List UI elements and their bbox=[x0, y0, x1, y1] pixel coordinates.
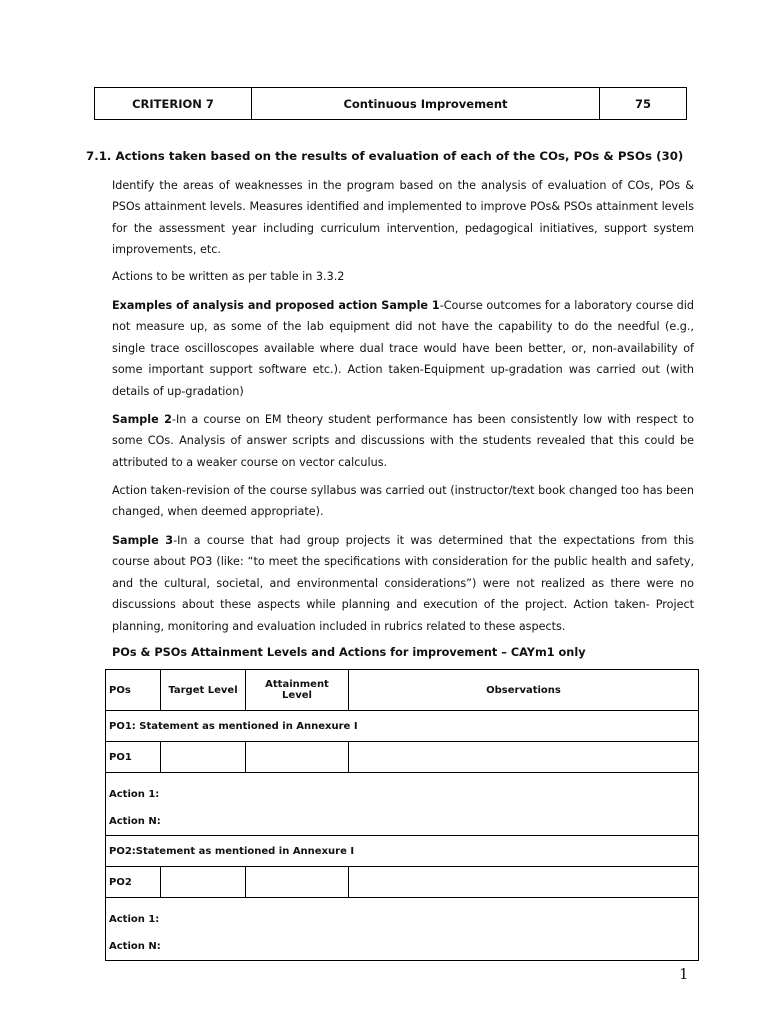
po2-attainment-cell bbox=[246, 867, 349, 898]
sample-1-label: Examples of analysis and proposed action Sample 1 bbox=[112, 299, 440, 312]
sample-2-text: -In a course on EM theory student performance has been consistently low with respect to some COs. Analysis of answer scripts and discussions with the students revealed that this could be attributed to a weaker course on vector calculus. bbox=[112, 413, 694, 469]
po1-target-cell bbox=[161, 742, 246, 773]
paragraph-actions-note: Actions to be written as per table in 3.3.2 bbox=[112, 270, 345, 283]
paragraph-sample-2 bbox=[112, 409, 694, 473]
table-header-row bbox=[106, 670, 699, 711]
column-header-target: Target Level bbox=[161, 670, 246, 711]
table-row bbox=[106, 836, 699, 867]
criterion-marks: 75 bbox=[634, 96, 651, 111]
paragraph-weaknesses: Identify the areas of weaknesses in the program based on the analysis of evaluation of COs, POs & PSOs attainment levels. Measures identified and implemented to improve POs& PSOs attainment levels for the assessment year including curriculum intervention, pedagogical initiatives, support system improvements, etc. bbox=[112, 179, 694, 257]
po2-action-n: Action N: bbox=[109, 941, 161, 952]
po-attainment-table bbox=[105, 669, 699, 961]
po2-action-1: Action 1: bbox=[109, 914, 160, 925]
paragraph-sample-3 bbox=[112, 530, 694, 637]
sample-1-text: -Course outcomes for a laboratory course did not measure up, as some of the lab equipment did not have the capability to do the needful (e.g., single trace oscilloscopes available where dual trace would have been better, or, non-availability of some important support software etc.). Action taken-Equipment up-gradation was carried out (with details of up-gradation) bbox=[112, 299, 694, 398]
table-row bbox=[106, 773, 699, 836]
po1-statement: PO1: Statement as mentioned in Annexure I bbox=[106, 711, 699, 742]
po1-action-1: Action 1: bbox=[109, 789, 160, 800]
criterion-header-box bbox=[94, 87, 687, 120]
sample-2-label: Sample 2 bbox=[112, 413, 172, 426]
po1-attainment-cell bbox=[246, 742, 349, 773]
table-row bbox=[106, 898, 699, 961]
table-row bbox=[106, 711, 699, 742]
section-heading: 7.1. Actions taken based on the results of evaluation of each of the COs, POs & PSOs (30) bbox=[86, 149, 684, 163]
po1-actions bbox=[106, 773, 699, 836]
table-title: POs & PSOs Attainment Levels and Actions for improvement – CAYm1 only bbox=[112, 646, 586, 659]
column-header-observations: Observations bbox=[349, 670, 699, 711]
column-header-attainment: Attainment Level bbox=[246, 670, 349, 711]
page-number: 1 bbox=[679, 965, 689, 983]
paragraph-sample-1 bbox=[112, 295, 694, 402]
po2-observations-cell bbox=[349, 867, 699, 898]
sample-3-text: -In a course that had group projects it was determined that the expectations from this course about PO3 (like: “to meet the specifications with consideration for the public health and safety, and the cultural, societal, and environmental considerations”) were not realized as there were no discussions about these aspects while planning and execution of the project. Action taken- Project planning, monitoring and evaluation included in rubrics related to these aspects. bbox=[112, 534, 695, 633]
criterion-title: Continuous Improvement bbox=[252, 88, 600, 119]
table-row bbox=[106, 742, 699, 773]
po1-observations-cell bbox=[349, 742, 699, 773]
po1-label: PO1 bbox=[106, 742, 161, 773]
criterion-label: CRITERION 7 bbox=[95, 88, 252, 119]
po2-label: PO2 bbox=[106, 867, 161, 898]
po1-action-n: Action N: bbox=[109, 816, 161, 827]
po2-statement: PO2:Statement as mentioned in Annexure I bbox=[106, 836, 699, 867]
paragraph-action-taken: Action taken-revision of the course syllabus was carried out (instructor/text book changed too has been changed, when deemed appropriate). bbox=[112, 484, 694, 519]
po2-target-cell bbox=[161, 867, 246, 898]
table-row bbox=[106, 867, 699, 898]
sample-3-label: Sample 3 bbox=[112, 534, 174, 547]
po2-actions bbox=[106, 898, 699, 961]
column-header-pos: POs bbox=[106, 670, 161, 711]
